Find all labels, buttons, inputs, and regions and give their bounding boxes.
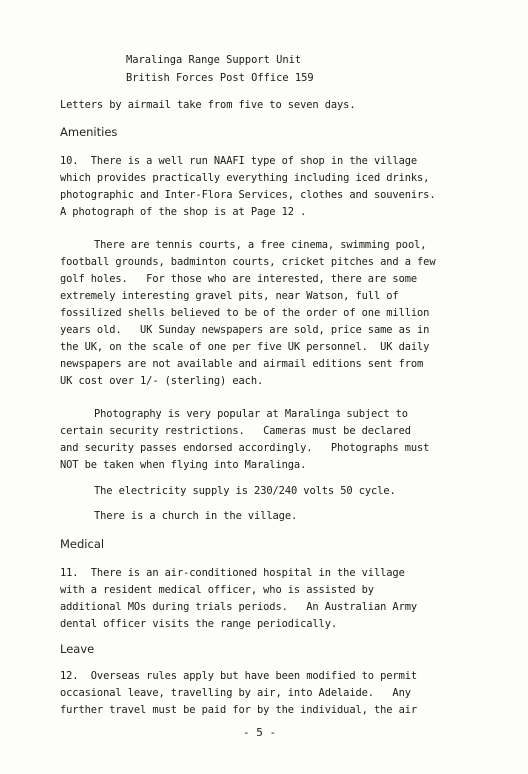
sports-line-3: golf holes. For those who are interested, there are some	[60, 273, 418, 285]
sports-line-9: UK cost over 1/- (sterling) each.	[60, 375, 264, 387]
para10-line-2: which provides practically everything including iced drinks,	[60, 172, 430, 184]
para10-line-1: 10. There is a well run NAAFI type of shop in the village	[60, 155, 418, 167]
para10-line-3: photographic and Inter-Flora Services, clothes and souvenirs.	[60, 189, 436, 201]
sports-line-8: newspapers are not available and airmail editions sent from	[60, 358, 424, 370]
photo-line-4: NOT be taken when flying into Maralinga.	[60, 459, 307, 471]
para11-line-2: with a resident medical officer, who is assisted by	[60, 584, 374, 596]
sports-line-2: football grounds, badminton courts, cricket pitches and a few	[60, 256, 436, 268]
electricity-line: The electricity supply is 230/240 volts 50 cycle.	[94, 485, 396, 497]
church-line: There is a church in the village.	[94, 510, 298, 522]
airmail-note: Letters by airmail take from five to seven days.	[60, 99, 356, 111]
para11-line-1: 11. There is an air-conditioned hospital in the village	[60, 567, 405, 579]
sports-line-4: extremely interesting gravel pits, near Watson, full of	[60, 290, 399, 302]
sports-line-7: the UK, on the scale of one per five UK personnel. UK daily	[60, 341, 430, 353]
photo-line-1: Photography is very popular at Maralinga subject to	[94, 408, 408, 420]
section-heading-medical: Medical	[60, 537, 105, 551]
header-unit: Maralinga Range Support Unit	[126, 54, 302, 66]
sports-line-1: There are tennis courts, a free cinema, swimming pool,	[94, 239, 427, 251]
para11-line-3: additional MOs during trials periods. An Australian Army	[60, 601, 418, 613]
para11-line-4: dental officer visits the range periodically.	[60, 618, 338, 630]
para12-line-2: occasional leave, travelling by air, into Adelaide. Any	[60, 687, 411, 699]
page-number: - 5 -	[243, 726, 277, 739]
para12-line-3: further travel must be paid for by the individual, the air	[60, 704, 418, 716]
photo-line-3: and security passes endorsed accordingly. Photographs must	[60, 442, 430, 454]
para10-line-4: A photograph of the shop is at Page 12 .	[60, 206, 307, 218]
sports-line-6: years old. UK Sunday newspapers are sold, price same as in	[60, 324, 430, 336]
para12-line-1: 12. Overseas rules apply but have been modified to permit	[60, 670, 418, 682]
header-post-office: British Forces Post Office 159	[126, 72, 314, 84]
sports-line-5: fossilized shells believed to be of the order of one million	[60, 307, 430, 319]
section-heading-amenities: Amenities	[60, 125, 118, 139]
photo-line-2: certain security restrictions. Cameras must be declared	[60, 425, 411, 437]
section-heading-leave: Leave	[60, 642, 95, 656]
